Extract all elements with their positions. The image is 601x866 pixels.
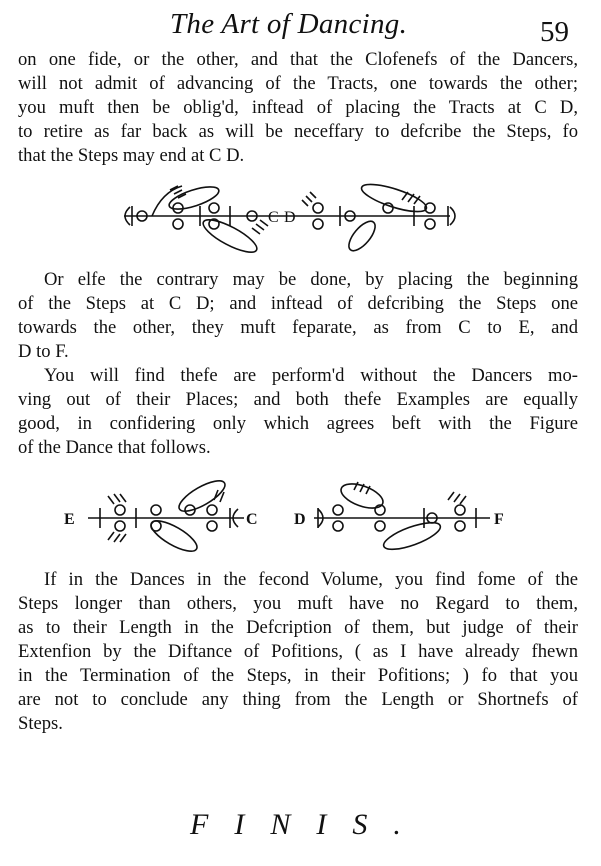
text-line: that the Steps may end at C D. bbox=[18, 145, 245, 166]
step-mark bbox=[375, 521, 385, 531]
step-mark bbox=[173, 219, 183, 229]
running-head bbox=[0, 8, 601, 48]
step-mark bbox=[333, 521, 343, 531]
text-line: to retire as far back as will be neceffary to defcribe the Steps, fo bbox=[18, 121, 578, 142]
finis-colophon: FINIS. bbox=[190, 808, 427, 841]
text-line: as to their Length in the Defcription of them, but judge of their bbox=[18, 617, 578, 638]
paragraph-2 bbox=[18, 268, 578, 364]
page-number: 59 bbox=[540, 16, 569, 48]
step-mark bbox=[151, 505, 161, 515]
text-line: are not to conclude any thing from the Length or Shortnefs of bbox=[18, 689, 578, 710]
text-line: Extenfion by the Diftance of Pofitions, ( as I have already fhewn bbox=[18, 641, 578, 662]
text-line: Steps. bbox=[18, 713, 63, 734]
running-head-title: The Art of Dancing. bbox=[170, 8, 408, 40]
text-line: ving out of their Places; and both thefe Examples are equally bbox=[18, 389, 578, 410]
dance-notation-diagram bbox=[112, 180, 472, 260]
text-line: D to F. bbox=[18, 341, 69, 362]
end-mark bbox=[450, 207, 455, 225]
step-mark bbox=[313, 203, 323, 213]
step-mark bbox=[425, 219, 435, 229]
step-mark bbox=[313, 219, 323, 229]
track-label-f: F bbox=[494, 511, 504, 528]
dance-notation-diagram bbox=[62, 478, 524, 558]
track-label-c: C bbox=[268, 209, 279, 226]
dance-notation-figure-2 bbox=[62, 478, 524, 558]
text-line: good, in confidering only which agrees beft with the Figure bbox=[18, 413, 578, 434]
step-mark bbox=[173, 203, 183, 213]
step-mark bbox=[207, 505, 217, 515]
paragraph-3 bbox=[18, 364, 578, 460]
text-line: in the Termination of the Steps, in their Pofitions; ) fo that you bbox=[18, 665, 578, 686]
paragraph-1 bbox=[18, 48, 578, 168]
step-mark bbox=[455, 521, 465, 531]
track-label-d: D bbox=[284, 209, 296, 226]
step-mark bbox=[209, 203, 219, 213]
step-loop bbox=[344, 217, 379, 255]
step-mark bbox=[333, 505, 343, 515]
text-line: of the Dance that follows. bbox=[18, 437, 211, 458]
track-label-d: D bbox=[294, 511, 306, 528]
step-mark bbox=[115, 505, 125, 515]
text-line: will not admit of advancing of the Tracts, one towards the other; bbox=[18, 73, 578, 94]
step-loop bbox=[338, 479, 386, 513]
text-line: If in the Dances in the fecond Volume, you find fome of the bbox=[44, 569, 578, 590]
track-label-c: C bbox=[246, 511, 258, 528]
text-line: You will find thefe are perform'd without the Dancers mo- bbox=[44, 365, 578, 386]
step-loop bbox=[147, 515, 201, 557]
text-line: on one fide, or the other, and that the Clofenefs of the Dancers, bbox=[18, 49, 578, 70]
paragraph-4 bbox=[18, 568, 578, 736]
text-line: Or elfe the contrary may be done, by placing the beginning bbox=[44, 269, 578, 290]
step-loop bbox=[175, 478, 229, 517]
text-line: of the Steps at C D; and inftead of defcribing the Steps one bbox=[18, 293, 578, 314]
track-label-e: E bbox=[64, 511, 75, 528]
step-loop bbox=[381, 517, 444, 554]
step-mark bbox=[115, 521, 125, 531]
text-line: Steps longer than others, you muft have no Regard to them, bbox=[18, 593, 578, 614]
step-mark bbox=[207, 521, 217, 531]
text-line: you muft then be oblig'd, inftead of placing the Tracts at C D, bbox=[18, 97, 578, 118]
dance-notation-figure-1 bbox=[112, 180, 472, 260]
step-mark bbox=[455, 505, 465, 515]
text-line: towards the other, they muft feparate, as from C to E, and bbox=[18, 317, 578, 338]
